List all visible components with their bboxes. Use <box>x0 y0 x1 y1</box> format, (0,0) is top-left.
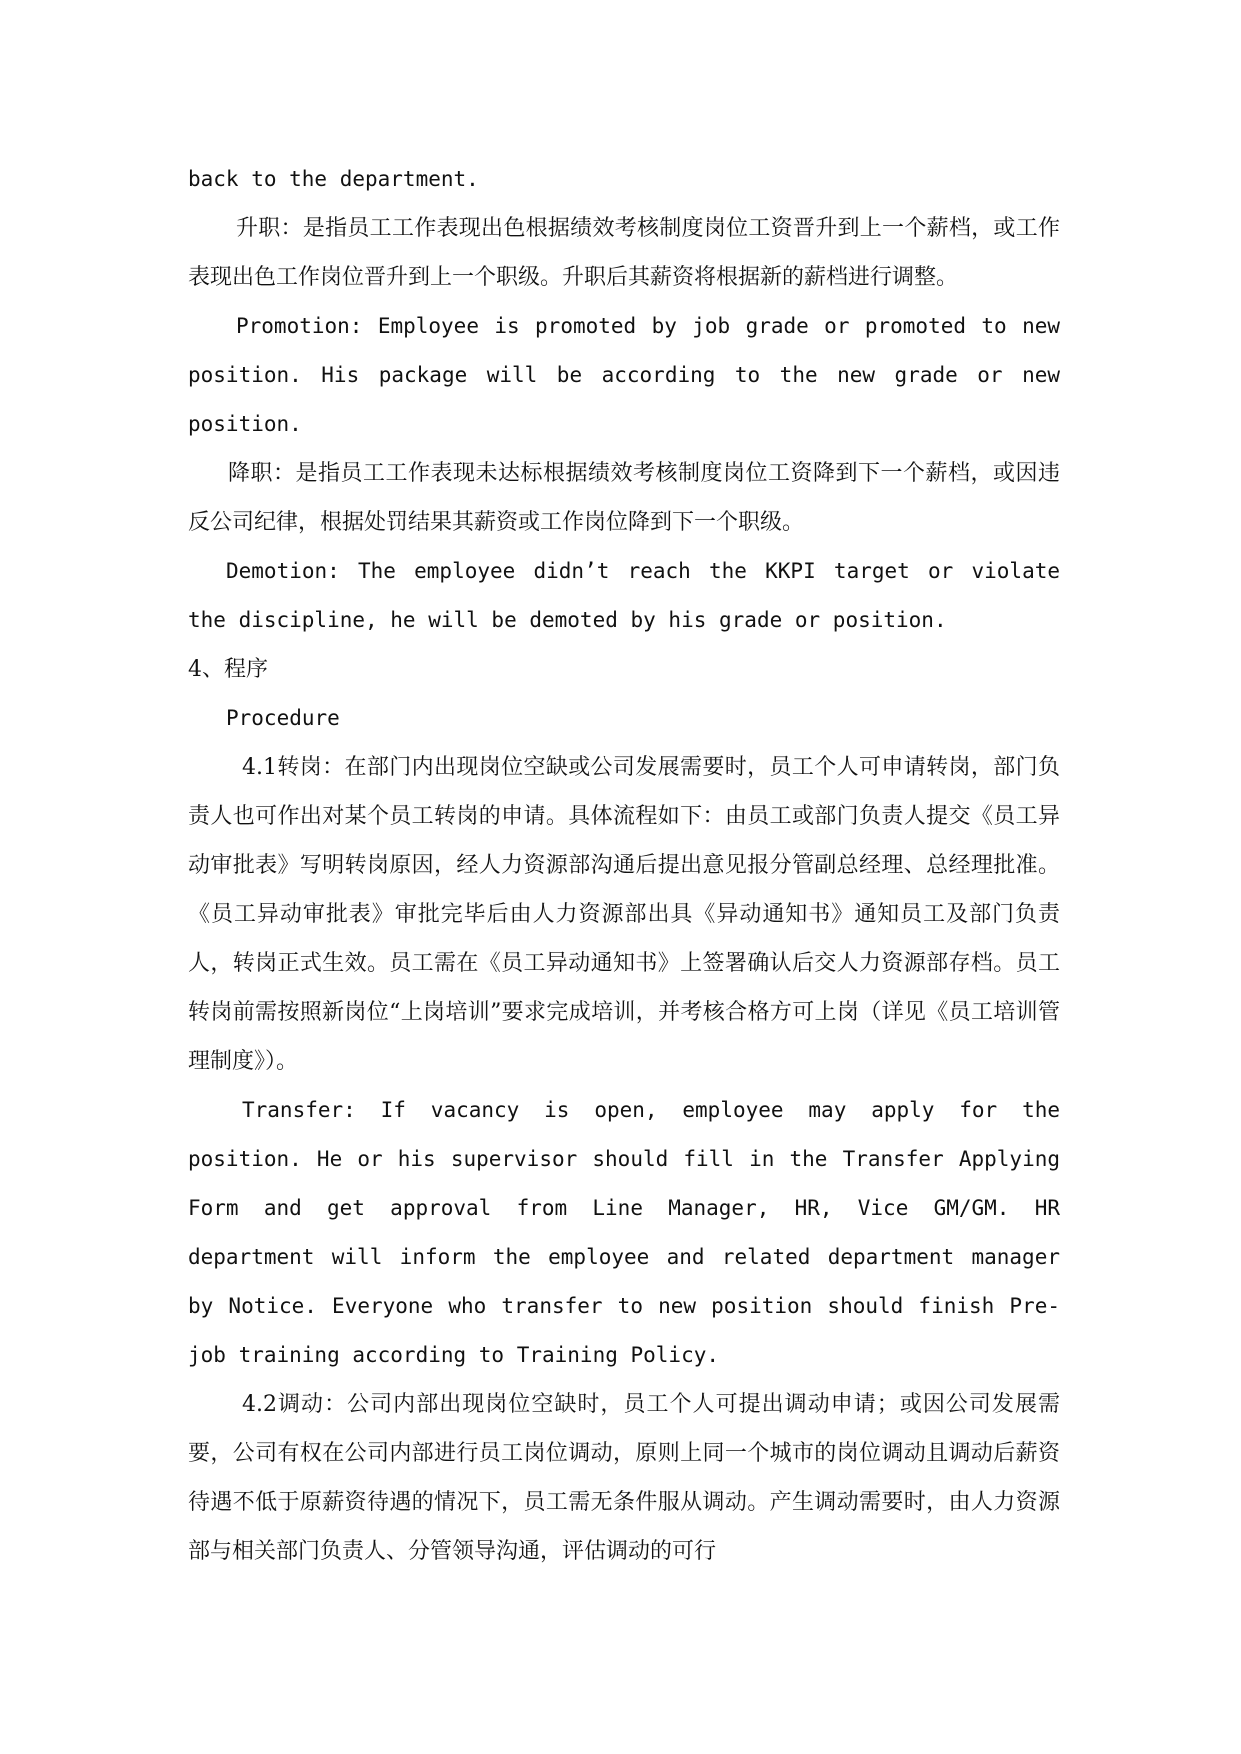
section-heading-procedure-en: Procedure <box>226 706 340 730</box>
paragraph-back-to-department: back to the department. <box>188 167 479 191</box>
paragraph-relocation-zh: 4.2调动：公司内部出现岗位空缺时，员工个人可提出调动申请；或因公司发展需要，公司有权在公司内部进行员工岗位调动，原则上同一个城市的岗位调动且调动后薪资待遇不低于原薪资待遇的情况下，员工需无条件服从调动。产生调动需要时，由人力资源部与相关部门负责人、分管领导沟通，评估调动的可行 <box>188 1392 1060 1564</box>
paragraph-promotion-zh: 升职：是指员工工作表现出色根据绩效考核制度岗位工资晋升到上一个薪档，或工作表现出色工作岗位晋升到上一个职级。升职后其薪资将根据新的薪档进行调整。 <box>188 216 1060 290</box>
paragraph-demotion-zh: 降职：是指员工工作表现未达标根据绩效考核制度岗位工资降到下一个薪档，或因违反公司纪律，根据处罚结果其薪资或工作岗位降到下一个职级。 <box>188 461 1060 535</box>
paragraph-transfer-en: Transfer: If vacancy is open, employee may apply for the position. He or his supervisor should fill in the Transfer Applying Form and get approval from Line Manager, HR, Vice GM/GM. HR department will inform the employee and related department manager by Notice. Everyone who transfer to new position should finish Pre-job training according to Training Policy. <box>188 1098 1060 1367</box>
section-heading-procedure-zh: 4、程序 <box>188 657 268 682</box>
paragraph-promotion-en: Promotion: Employee is promoted by job grade or promoted to new position. His package will be according to the new grade or new position. <box>188 314 1060 436</box>
paragraph-demotion-en: Demotion: The employee didn’t reach the KKPI target or violate the discipline, he will be demoted by his grade or position. <box>188 559 1060 632</box>
paragraph-transfer-zh: 4.1转岗：在部门内出现岗位空缺或公司发展需要时，员工个人可申请转岗，部门负责人也可作出对某个员工转岗的申请。具体流程如下：由员工或部门负责人提交《员工异动审批表》写明转岗原因，经人力资源部沟通后提出意见报分管副总经理、总经理批准。《员工异动审批表》审批完毕后由人力资源部出具《异动通知书》通知员工及部门负责人，转岗正式生效。员工需在《员工异动通知书》上签署确认后交人力资源部存档。员工转岗前需按照新岗位“上岗培训”要求完成培训，并考核合格方可上岗（详见《员工培训管理制度》）。 <box>188 755 1060 1074</box>
document-body <box>188 155 1060 1576</box>
